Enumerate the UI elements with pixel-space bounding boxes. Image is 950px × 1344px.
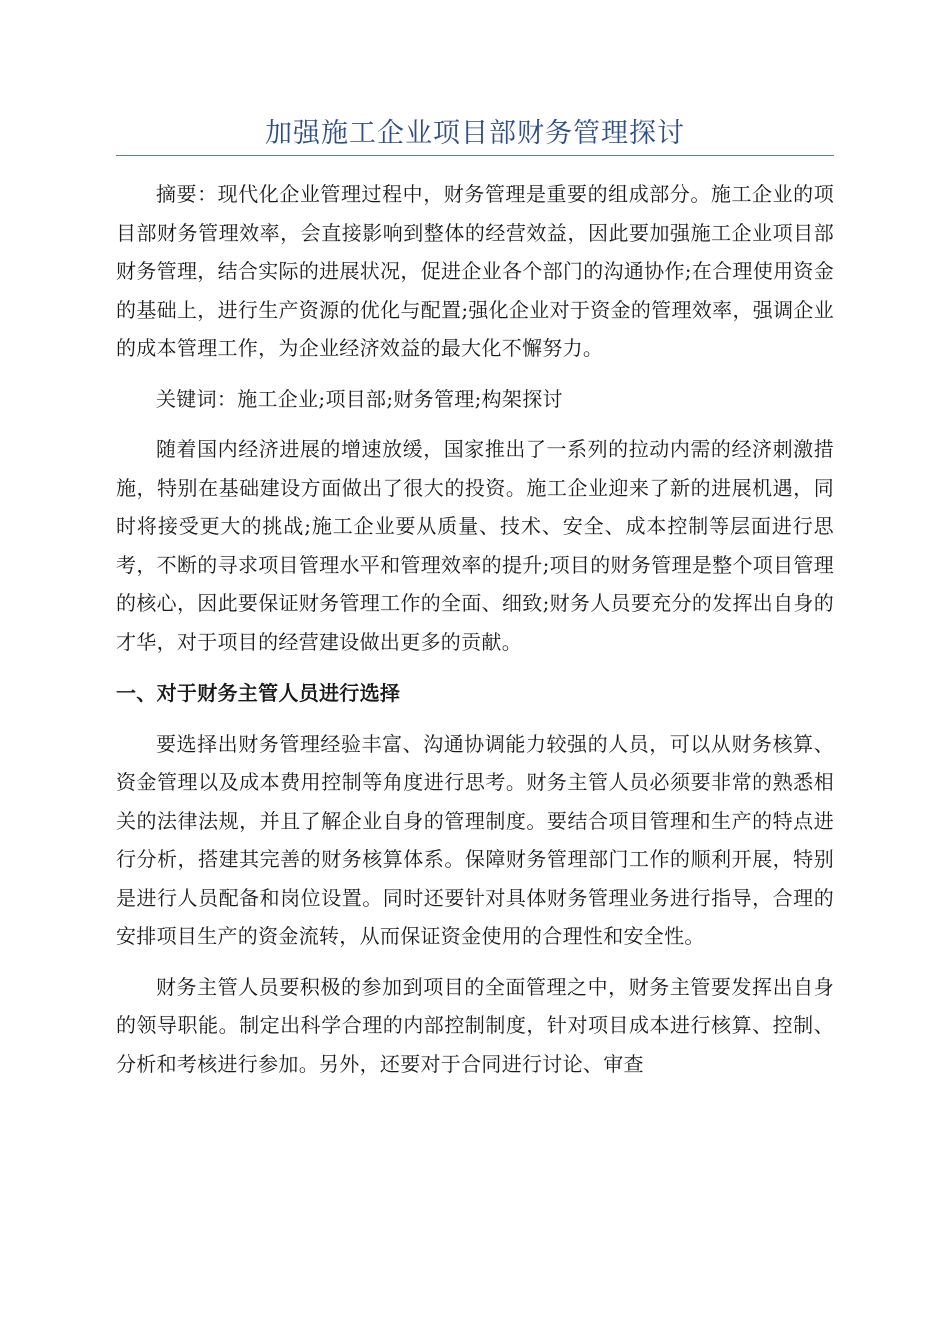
abstract-paragraph: 摘要：现代化企业管理过程中，财务管理是重要的组成部分。施工企业的项目部财务管理效率，会直接影响到整体的经营效益，因此要加强施工企业项目部财务管理，结合实际的进展状况，促进企业各个部门的沟通协作;在合理使用资金的基础上，进行生产资源的优化与配置;强化企业对于资金的管理效率，强调企业的成本管理工作，为企业经济效益的最大化不懈努力。 [116, 182, 834, 360]
section-1-heading: 一、对于财务主管人员进行选择 [116, 681, 401, 705]
section-1-paragraph-1: 要选择出财务管理经验丰富、沟通协调能力较强的人员，可以从财务核算、资金管理以及成本费用控制等角度进行思考。财务主管人员必须要非常的熟悉相关的法律法规，并且了解企业自身的管理制度。要结合项目管理和生产的特点进行分析，搭建其完善的财务核算体系。保障财务管理部门工作的顺利开展，特别是进行人员配备和岗位设置。同时还要针对具体财务管理业务进行指导，合理的安排项目生产的资金流转，从而保证资金使用的合理性和安全性。 [116, 731, 834, 948]
keywords-paragraph: 关键词：施工企业;项目部;财务管理;构架探讨 [156, 386, 563, 411]
document-page [116, 0, 834, 1083]
intro-paragraph: 随着国内经济进展的增速放缓，国家推出了一系列的拉动内需的经济刺激措施，特别在基础建设方面做出了很大的投资。施工企业迎来了新的进展机遇，同时将接受更大的挑战;施工企业要从质量、技术、安全、成本控制等层面进行思考，不断的寻求项目管理水平和管理效率的提升;项目的财务管理是整个项目管理的核心，因此要保证财务管理工作的全面、细致;财务人员要充分的发挥出自身的才华，对于项目的经营建设做出更多的贡献。 [116, 437, 834, 654]
section-1-paragraph-2: 财务主管人员要积极的参加到项目的全面管理之中，财务主管要发挥出自身的领导职能。制定出科学合理的内部控制制度，针对项目成本进行核算、控制、分析和考核进行参加。另外，还要对于合同进行讨论、审查 [116, 974, 834, 1076]
title-underline [116, 155, 834, 156]
document-title: 加强施工企业项目部财务管理探讨 [265, 118, 685, 149]
